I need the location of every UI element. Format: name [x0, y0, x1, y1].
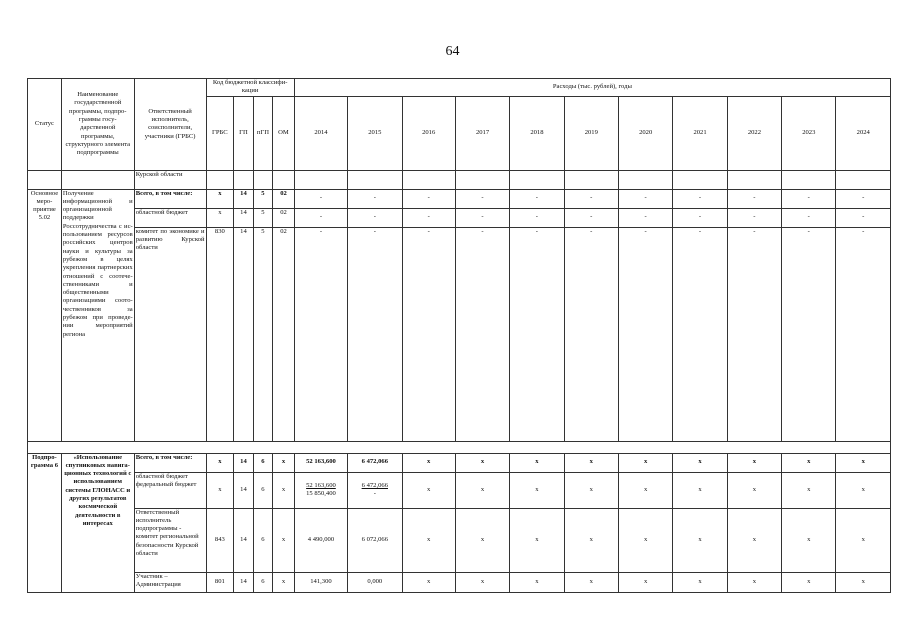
code-grbs: x [206, 208, 234, 227]
value-cell: x [510, 453, 564, 472]
value-cell: - [836, 208, 891, 227]
header-expenses: Расходы (тыс. рублей), годы [294, 79, 890, 97]
table-row [28, 208, 891, 227]
code-om: 02 [273, 227, 295, 441]
code-grbs: 830 [206, 227, 234, 441]
value-cell: x [727, 472, 781, 508]
value-regional: 6 472,066 [361, 481, 388, 489]
code-om: x [273, 472, 295, 508]
code-gp: 14 [234, 189, 253, 208]
value-cell: x [782, 508, 836, 572]
value-cell: x [727, 453, 781, 472]
header-year: 2022 [727, 96, 781, 170]
header-budget-code: Код бюджетной классификации [206, 79, 294, 97]
header-year: 2020 [618, 96, 672, 170]
value-cell: x [402, 472, 455, 508]
value-cell: - [402, 189, 455, 208]
value-cell: x [455, 572, 509, 592]
header-status: Статус [28, 79, 62, 171]
value-federal: - [373, 490, 376, 498]
code-gp: 14 [234, 472, 253, 508]
section2-name: «Использование спутниковых навигационных технологий с использованием системы ГЛОНАСС и других результатов космической деятельности в интересах [61, 453, 134, 592]
executor-cell: Курской области [134, 170, 206, 189]
code-om: x [273, 453, 295, 472]
value-cell: - [510, 189, 564, 208]
value-cell: x [782, 472, 836, 508]
table-row [28, 572, 891, 592]
value-cell: - [727, 189, 781, 208]
value-cell: - [782, 189, 836, 208]
executor-cell: Участник – Администрация [134, 572, 206, 592]
executor-cell: областной бюджет [134, 208, 206, 227]
header-year: 2015 [348, 96, 402, 170]
table-row [28, 472, 891, 508]
value-cell [294, 472, 347, 508]
executor-cell: Всего, в том числе: [134, 453, 206, 472]
code-gp: 14 [234, 453, 253, 472]
executor-cell: Ответственный исполнитель подпрограммы - комитет региональной безопасности Курской области [134, 508, 206, 572]
value-cell: x [564, 453, 618, 472]
value-cell: x [455, 453, 509, 472]
table-row [28, 508, 891, 572]
code-grbs: x [206, 472, 234, 508]
header-code-om: ОМ [273, 96, 295, 170]
value-cell: - [455, 208, 509, 227]
header-executor: Ответственный исполнитель, соисполнители, участники (ГРБС) [134, 79, 206, 171]
executor-cell: Всего, в том числе: [134, 189, 206, 208]
value-cell: x [673, 572, 727, 592]
table-row [28, 227, 891, 441]
value-cell: x [618, 472, 672, 508]
header-year: 2019 [564, 96, 618, 170]
value-cell: x [836, 508, 891, 572]
value-cell: - [673, 189, 727, 208]
value-cell: x [618, 453, 672, 472]
value-cell: x [510, 572, 564, 592]
value-cell: 52 163,600 [294, 453, 347, 472]
value-cell: x [836, 472, 891, 508]
value-cell: - [348, 208, 402, 227]
table-spacer-row [28, 441, 891, 453]
value-cell: x [727, 572, 781, 592]
header-year: 2016 [402, 96, 455, 170]
header-year: 2017 [455, 96, 509, 170]
code-om: 02 [273, 208, 295, 227]
value-cell: x [564, 572, 618, 592]
table-row [28, 453, 891, 472]
value-cell: x [673, 508, 727, 572]
code-pgp: 6 [253, 572, 272, 592]
code-grbs: 843 [206, 508, 234, 572]
code-gp: 14 [234, 227, 253, 441]
value-cell: x [673, 453, 727, 472]
value-federal: 15 850,400 [306, 490, 336, 498]
value-cell: 4 490,000 [294, 508, 347, 572]
executor-cell: областной бюджет федеральный бюджет [134, 472, 206, 508]
value-cell: - [836, 189, 891, 208]
header-code-gp: ГП [234, 96, 253, 170]
code-pgp: 6 [253, 472, 272, 508]
header-year: 2023 [782, 96, 836, 170]
table-row [28, 170, 891, 189]
code-grbs: x [206, 189, 234, 208]
value-cell: x [510, 472, 564, 508]
code-grbs: 801 [206, 572, 234, 592]
header-year: 2018 [510, 96, 564, 170]
value-cell: - [510, 227, 564, 441]
value-cell: - [455, 227, 509, 441]
value-cell: - [510, 208, 564, 227]
value-cell: 141,300 [294, 572, 347, 592]
value-cell: x [402, 453, 455, 472]
code-om: 02 [273, 189, 295, 208]
code-gp: 14 [234, 508, 253, 572]
value-cell: - [294, 208, 347, 227]
value-cell: - [618, 227, 672, 441]
value-cell: - [618, 189, 672, 208]
value-cell: x [564, 508, 618, 572]
value-cell: - [673, 227, 727, 441]
value-cell: x [618, 572, 672, 592]
value-cell: x [727, 508, 781, 572]
section1-status: Основное мероприятие 5.02 [28, 189, 62, 441]
code-pgp: 5 [253, 189, 272, 208]
value-cell: - [564, 189, 618, 208]
code-gp: 14 [234, 572, 253, 592]
code-gp: 14 [234, 208, 253, 227]
value-cell: - [564, 208, 618, 227]
code-pgp: 5 [253, 208, 272, 227]
value-cell: - [782, 227, 836, 441]
section2-status: Подпрограмма 6 [28, 453, 62, 592]
value-cell: 6 472,066 [348, 453, 402, 472]
value-cell: x [564, 472, 618, 508]
code-pgp: 5 [253, 227, 272, 441]
value-regional: 52 163,600 [306, 481, 336, 489]
value-cell: x [673, 472, 727, 508]
code-pgp: 6 [253, 508, 272, 572]
table-row [28, 189, 891, 208]
value-cell: - [727, 208, 781, 227]
value-cell: - [727, 227, 781, 441]
value-cell: x [782, 453, 836, 472]
value-cell: - [618, 208, 672, 227]
header-code-grbs: ГРБС [206, 96, 234, 170]
header-year: 2024 [836, 96, 891, 170]
page-number: 64 [445, 44, 460, 59]
value-cell: x [402, 508, 455, 572]
value-cell: - [402, 227, 455, 441]
header-year: 2014 [294, 96, 347, 170]
value-cell: 6 072,066 [348, 508, 402, 572]
value-cell: - [294, 227, 347, 441]
code-grbs: x [206, 453, 234, 472]
value-cell: x [782, 572, 836, 592]
value-cell: - [294, 189, 347, 208]
code-om: x [273, 572, 295, 592]
value-cell: - [348, 189, 402, 208]
value-cell: - [836, 227, 891, 441]
value-cell: x [510, 508, 564, 572]
code-pgp: 6 [253, 453, 272, 472]
header-code-pgp: пГП [253, 96, 272, 170]
value-cell: 0,000 [348, 572, 402, 592]
executor-cell: комитет по экономике и развитию Курской области [134, 227, 206, 441]
value-cell [348, 472, 402, 508]
value-cell: - [455, 189, 509, 208]
value-cell: x [618, 508, 672, 572]
header-name: Наименование государственной программы, подпрограммы государственной программы, структурного элемента подпрограммы [61, 79, 134, 171]
code-om: x [273, 508, 295, 572]
header-year: 2021 [673, 96, 727, 170]
value-cell: x [402, 572, 455, 592]
value-cell: x [836, 572, 891, 592]
section1-name: Получение информационной и организационной поддержки Россотрудничества с использованием ресурсов российских центров науки и культуры за рубежом в целях укрепления партнерских отношений с соотечественниками и общественными организациями сооточественников за рубежом при проведении мероприятий региона [61, 189, 134, 441]
value-cell: x [455, 508, 509, 572]
value-cell: - [673, 208, 727, 227]
value-cell: x [455, 472, 509, 508]
value-cell: - [782, 208, 836, 227]
value-cell: - [348, 227, 402, 441]
value-cell: - [402, 208, 455, 227]
value-cell: x [836, 453, 891, 472]
budget-table [27, 78, 891, 593]
value-cell: - [564, 227, 618, 441]
